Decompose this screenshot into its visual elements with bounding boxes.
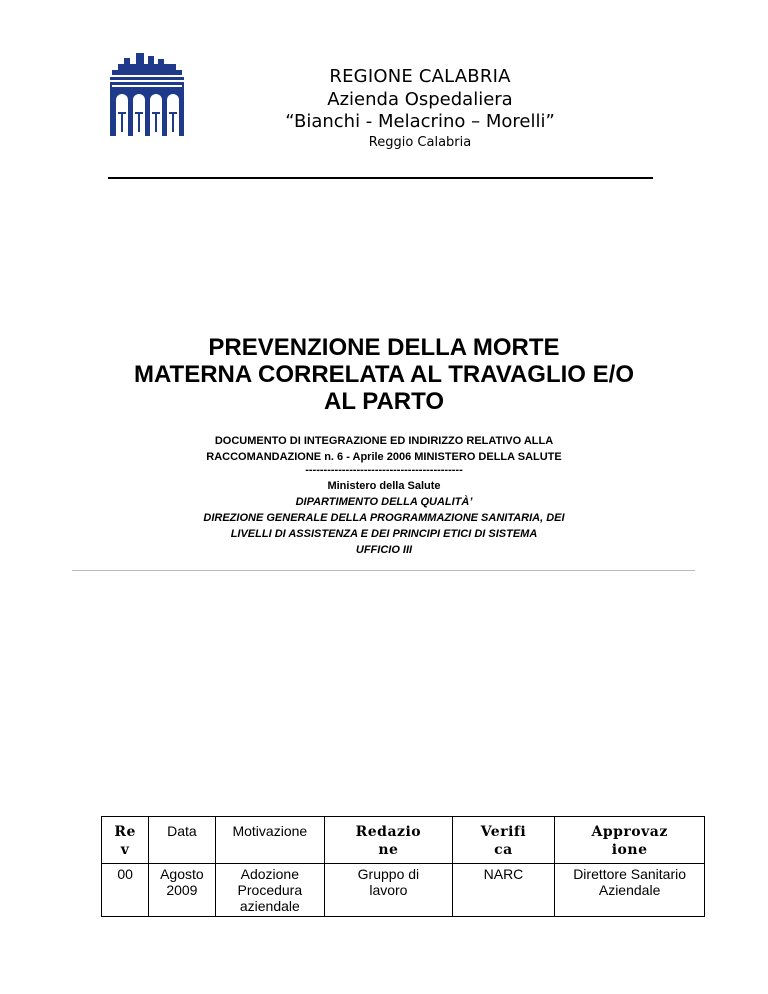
header-cell-verification: Verifi ca [452, 817, 555, 864]
cell-verification: NARC [452, 864, 555, 917]
cell-reason: Adozione Procedura aziendale [215, 864, 325, 917]
header-divider [108, 177, 653, 179]
office-name: UFFICIO III [355, 544, 413, 556]
table-header-row [102, 817, 705, 864]
cell-approval: Direttore Sanitario Aziendale [555, 864, 705, 917]
hospital-building-logo-icon [106, 50, 186, 138]
subtitle-line: RACCOMANDAZIONE n. 6 - Aprile 2006 MINISTERO DELLA SALUTE [206, 451, 562, 463]
title-line: AL PARTO [323, 388, 444, 415]
section-divider [72, 570, 695, 571]
hospital-type: Azienda Ospedaliera [327, 89, 513, 110]
city-name: Reggio Calabria [368, 135, 472, 150]
hospital-name: “Bianchi - Melacrino – Morelli” [285, 111, 555, 132]
header-cell-drafting: Redazio ne [325, 817, 453, 864]
department-name: DIPARTIMENTO DELLA QUALITÀ’ [295, 496, 473, 508]
revision-table [101, 816, 705, 917]
cell-date: Agosto 2009 [149, 864, 215, 917]
subtitle-separator: ------------------------------------------- [305, 464, 463, 476]
header-cell-approval: Approvaz ione [555, 817, 705, 864]
directorate-line: LIVELLI DI ASSISTENZA E DEI PRINCIPI ETICI DI SISTEMA [230, 528, 538, 540]
table-row [102, 864, 705, 917]
region-name: REGIONE CALABRIA [329, 66, 511, 87]
cell-rev: 00 [102, 864, 149, 917]
document-title [84, 334, 684, 415]
title-line: MATERNA CORRELATA AL TRAVAGLIO E/O [134, 361, 634, 388]
subtitle-line: DOCUMENTO DI INTEGRAZIONE ED INDIRIZZO RELATIVO ALLA [214, 435, 554, 447]
title-line: PREVENZIONE DELLA MORTE [208, 334, 560, 361]
header-cell-date: Data [149, 817, 215, 864]
header-cell-reason: Motivazione [215, 817, 325, 864]
directorate-line: DIREZIONE GENERALE DELLA PROGRAMMAZIONE SANITARIA, DEI [203, 512, 565, 524]
cell-drafting: Gruppo di lavoro [325, 864, 453, 917]
header-cell-rev: Re v [102, 817, 149, 864]
ministry-name: Ministero della Salute [327, 480, 441, 492]
